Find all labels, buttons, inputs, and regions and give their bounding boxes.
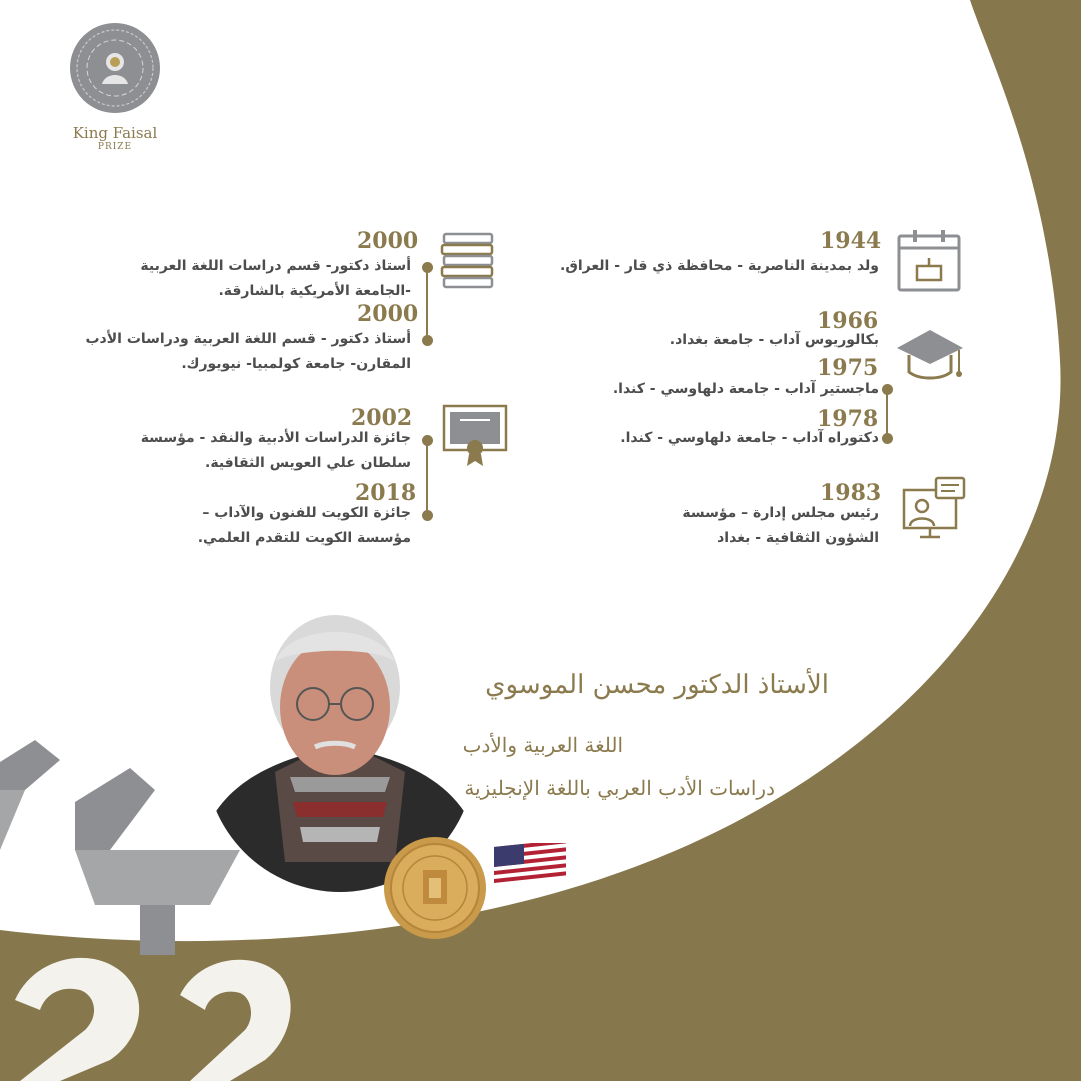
year-1944: 1944: [820, 228, 882, 254]
event-1975-text: ماجستير آداب - جامعة دلهاوسي - كندا.: [612, 381, 879, 397]
event-1978-text: دكتوراه آداب - جامعة دلهاوسي - كندا.: [620, 430, 879, 446]
birthday-calendar-icon: [897, 228, 961, 292]
laureate-name: الأستاذ الدكتور محسن الموسوي: [485, 670, 829, 700]
event-1983-line2: الشؤون الثقافية - بغداد: [717, 530, 879, 546]
year-2018: 2018: [355, 480, 417, 506]
year-1983: 1983: [820, 480, 882, 506]
king-faisal-prize-logo: [62, 22, 168, 152]
event-1966-text: بكالوريوس آداب - جامعة بغداد.: [669, 332, 879, 348]
logo-subtitle: PRIZE: [97, 142, 133, 152]
event-2002-line2: سلطان علي العويس الثقافية.: [205, 455, 411, 471]
timeline-dot: [882, 433, 893, 444]
books-icon: [440, 232, 496, 290]
year-1966: 1966: [817, 308, 879, 334]
event-1983-line1: رئيس مجلس إدارة – مؤسسة: [682, 505, 879, 521]
timeline-line: [426, 441, 428, 515]
year-2000-a: 2000: [357, 228, 419, 254]
timeline-dot: [422, 335, 433, 346]
year-2000-b: 2000: [357, 301, 419, 327]
event-2002-line1: جائزة الدراسات الأدبية والنقد - مؤسسة: [140, 430, 411, 446]
gold-medal: [383, 836, 487, 940]
year-1975: 1975: [817, 355, 879, 381]
timeline-dot: [422, 510, 433, 521]
event-2000-a-line1: أستاذ دكتور- قسم دراسات اللغة العربية: [140, 258, 411, 274]
presentation-icon: [902, 476, 966, 540]
event-2000-b-line1: أستاذ دكتور - قسم اللغة العربية ودراسات الأدب: [85, 331, 411, 347]
timeline-line: [426, 268, 428, 340]
graduation-cap-icon: [895, 328, 965, 382]
logo-name: King Faisal: [72, 124, 158, 142]
event-1944-text: ولد بمدينة الناصرية - محافظة ذي قار - العراق.: [560, 258, 879, 274]
event-2018-line2: مؤسسة الكويت للتقدم العلمي.: [197, 530, 411, 546]
certificate-icon: [442, 404, 508, 468]
event-2018-line1: جائزة الكويت للفنون والآداب –: [202, 505, 411, 521]
usa-flag-icon: [494, 843, 566, 891]
year-watermark: [0, 740, 240, 955]
year-2002: 2002: [351, 405, 413, 431]
year-1978: 1978: [817, 406, 879, 432]
king-faisal-seal-icon: [69, 22, 161, 114]
prize-topic: دراسات الأدب العربي باللغة الإنجليزية: [464, 776, 775, 800]
prize-field: اللغة العربية والأدب: [462, 733, 623, 757]
event-2000-b-line2: المقارن- جامعة كولمبيا- نيويورك.: [181, 356, 411, 372]
event-2000-a-line2: -الجامعة الأمريكية بالشارقة.: [218, 283, 411, 299]
